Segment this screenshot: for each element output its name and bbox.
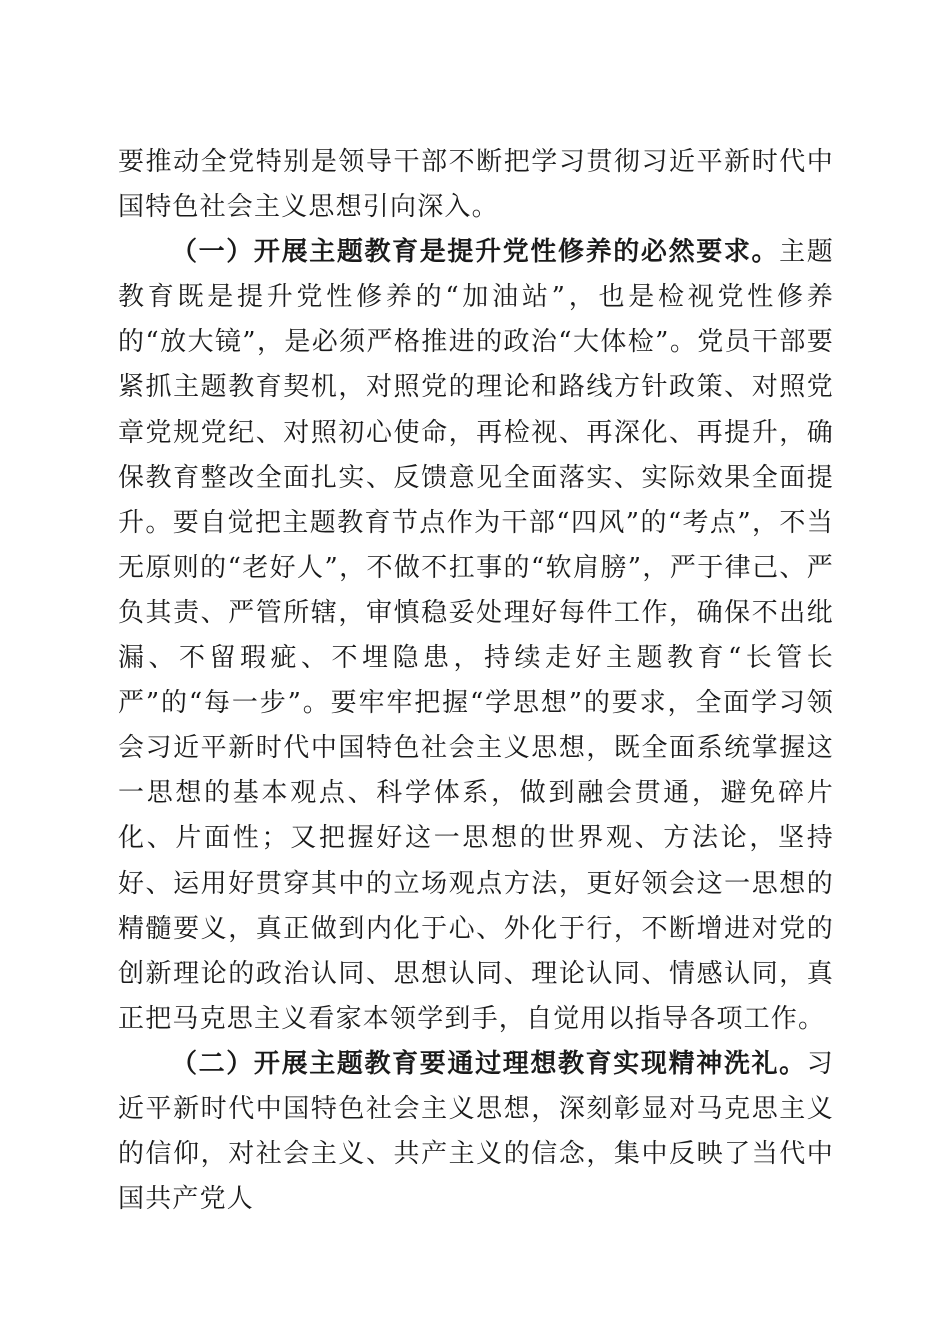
document-body (118, 140, 834, 1222)
section-2-heading: （二）开展主题教育要通过理想教育实现精神洗礼。 (171, 1048, 807, 1079)
section-1-paragraph (118, 230, 834, 1042)
section-1-body: 主题教育既是提升党性修养的“加油站”，也是检视党性修养的“放大镜”，是必须严格推进的政治“大体检”。党员干部要紧抓主题教育契机，对照党的理论和路线方针政策、对照党章党规党纪、对照初心使命，再检视、再深化、再提升，确保教育整改全面扎实、反馈意见全面落实、实际效果全面提升。要自觉把主题教育节点作为干部“四风”的“考点”，不当无原则的“老好人”，不做不扛事的“软肩膀”，严于律己、严负其责、严管所辖，审慎稳妥处理好每件工作，确保不出纰漏、不留瑕疵、不埋隐患，持续走好主题教育“长管长严”的“每一步”。要牢牢把握“学思想”的要求，全面学习领会习近平新时代中国特色社会主义思想，既全面系统掌握这一思想的基本观点、科学体系，做到融会贯通，避免碎片化、片面性；又把握好这一思想的世界观、方法论，坚持好、运用好贯穿其中的立场观点方法，更好领会这一思想的精髓要义，真正做到内化于心、外化于行，不断增进对党的创新理论的政治认同、思想认同、理论认同、情感认同，真正把马克思主义看家本领学到手，自觉用以指导各项工作。 (118, 237, 834, 1034)
section-1-heading: （一）开展主题教育是提升党性修养的必然要求。 (171, 237, 780, 268)
section-2-body: 习近平新时代中国特色社会主义思想，深刻彰显对马克思主义的信仰，对社会主义、共产主义的信念，集中反映了当代中国共产党人 (118, 1048, 834, 1215)
section-2-paragraph (118, 1042, 834, 1222)
opening-paragraph: 要推动全党特别是领导干部不断把学习贯彻习近平新时代中国特色社会主义思想引向深入。 (118, 147, 834, 223)
